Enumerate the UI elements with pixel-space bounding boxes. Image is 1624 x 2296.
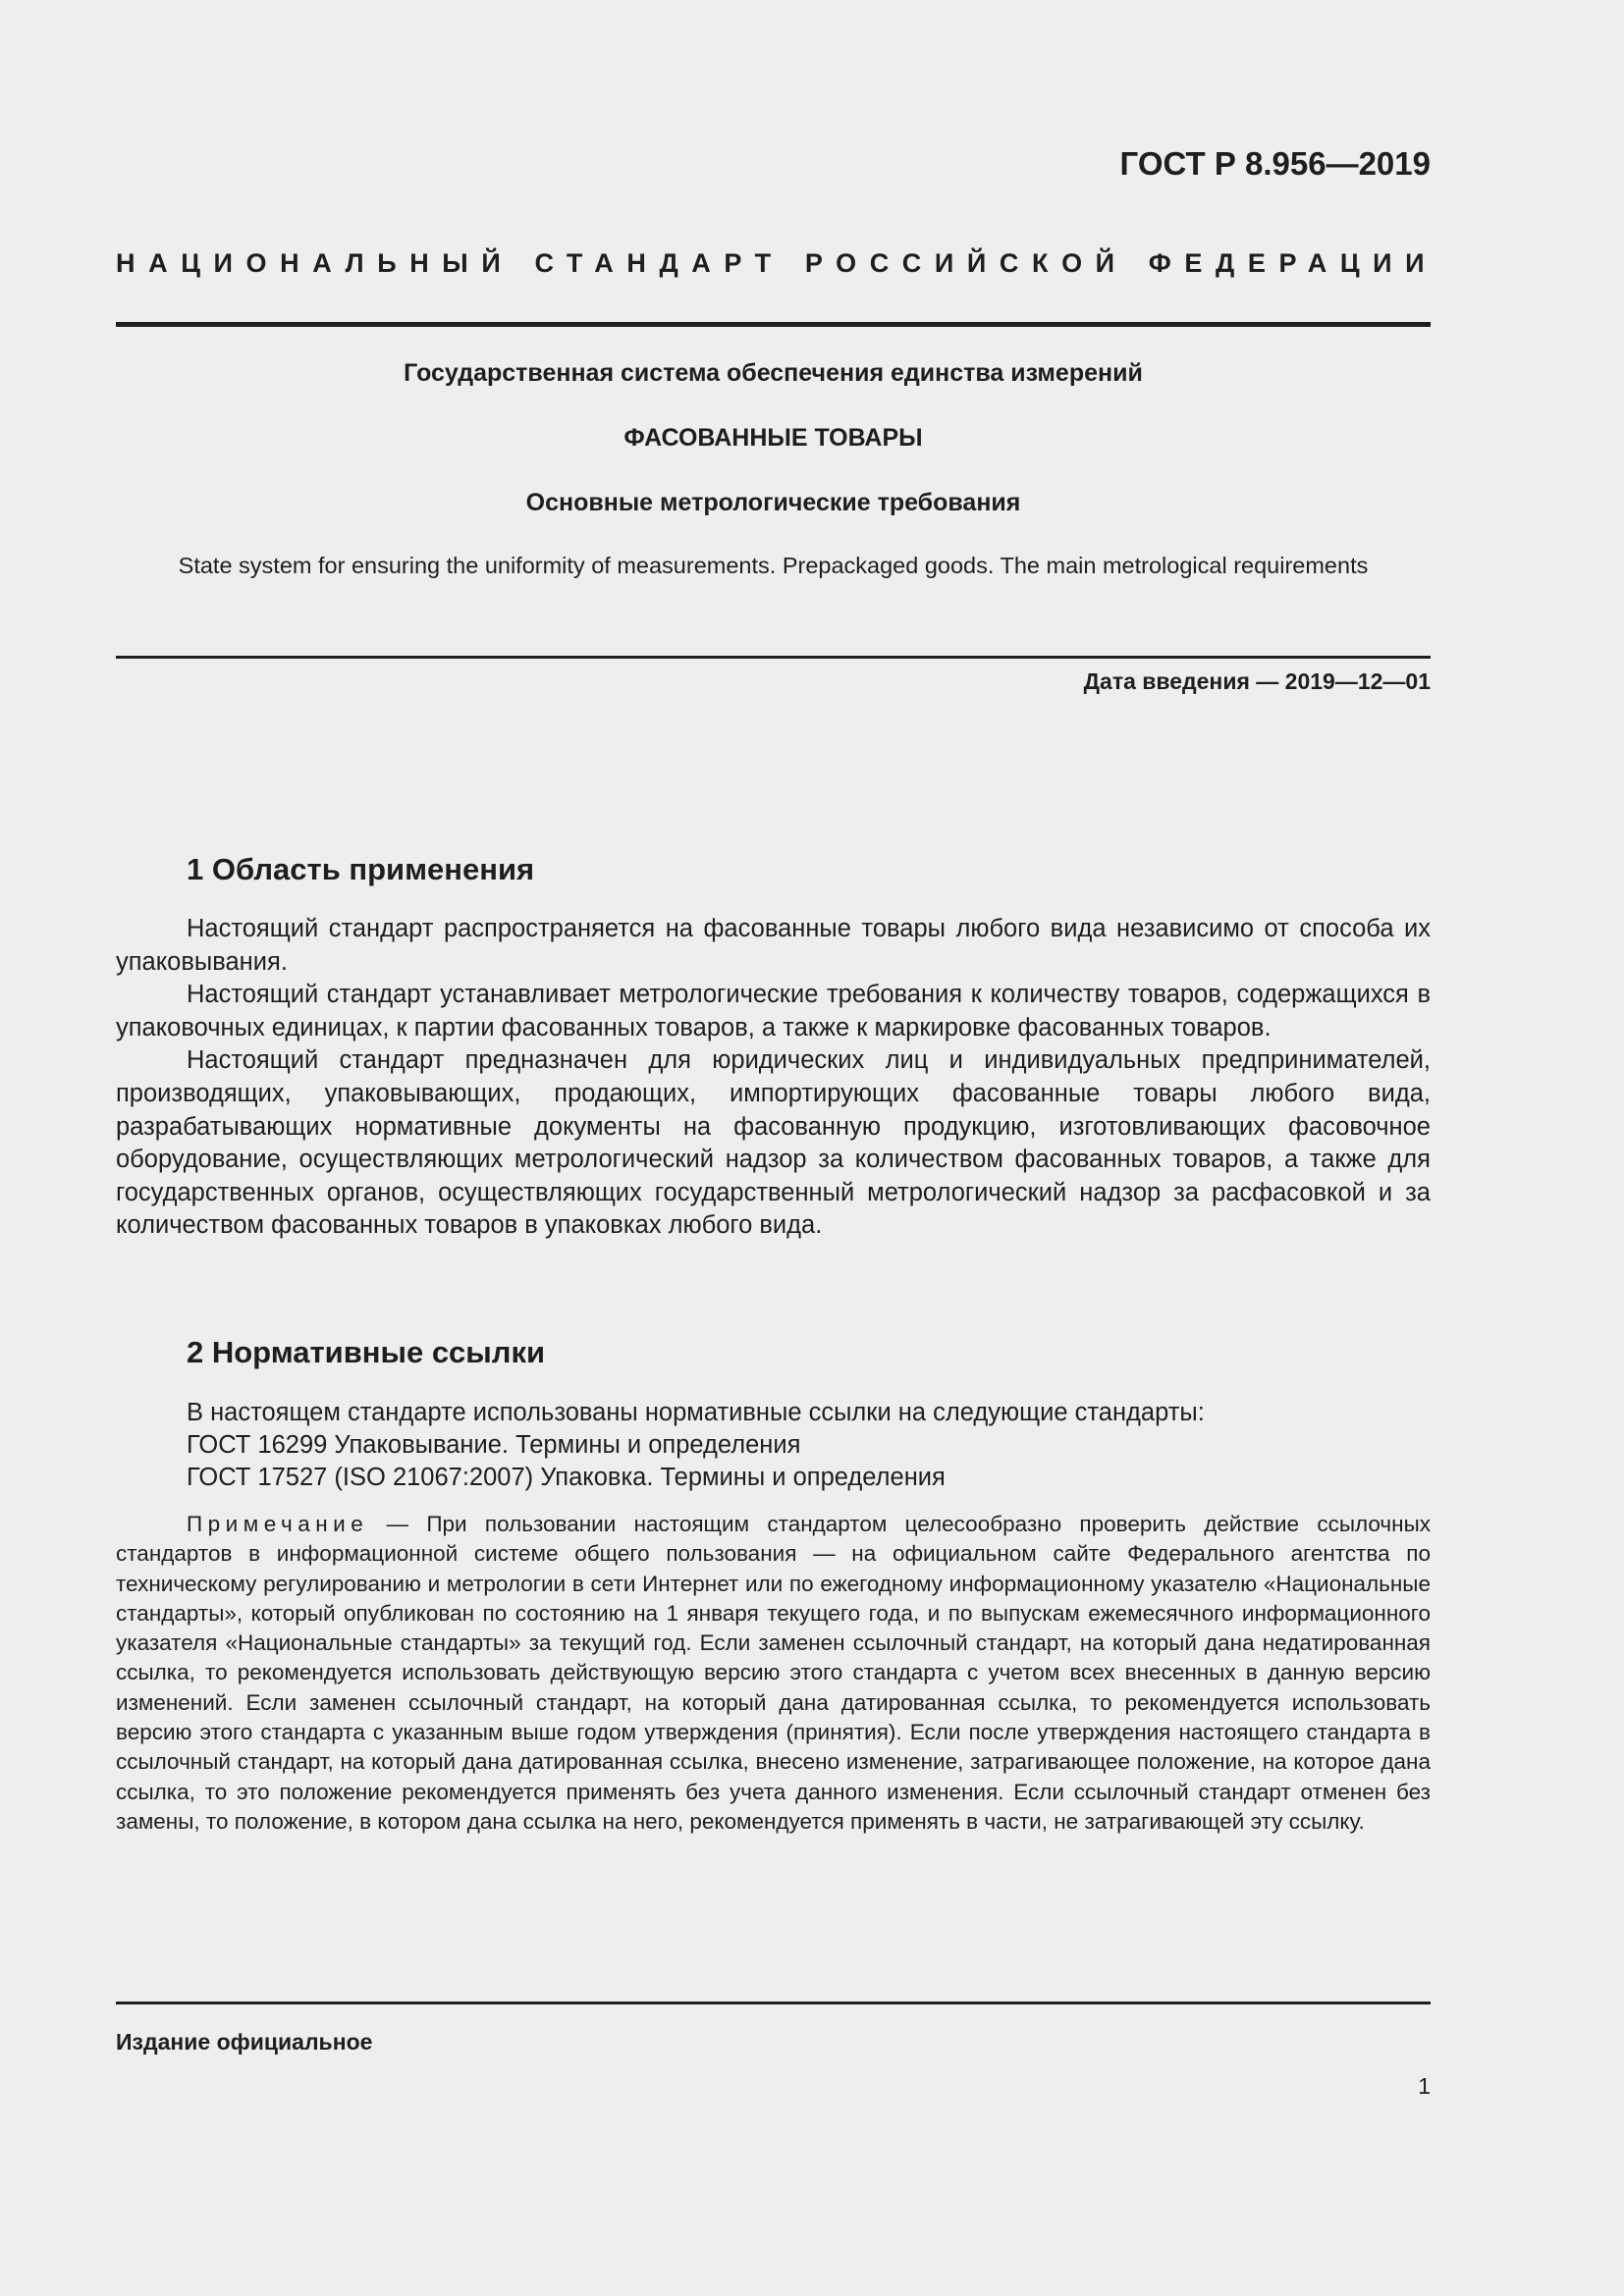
english-title: State system for ensuring the uniformity of measurements. Prepackaged goods. The main metrological requirements — [178, 553, 1369, 578]
reference-item: ГОСТ 17527 (ISO 21067:2007) Упаковка. Термины и определения — [187, 1464, 946, 1491]
document-code: ГОСТ Р 8.956—2019 — [1119, 145, 1431, 182]
paragraph: Настоящий стандарт предназначен для юридических лиц и индивидуальных предпринимателей, производящих, упаковывающих, продающих, импортирующих фасованные товары любого вида, разрабатывающих нормативные документы на фасованную продукцию, изготовливающих фасовочное оборудование, осуществляющих метрологический надзор за количеством фасованных товаров, а также для государственных органов, осуществляющих государственный метрологический надзор за расфасовкой и за количеством фасованных товаров в упаковках любого вида. — [116, 1046, 1431, 1240]
section-1-body — [116, 913, 1431, 1243]
official-edition-label: Издание официальное — [116, 2029, 373, 2055]
paragraph: Настоящий стандарт распространяется на фасованные товары любого вида независимо от способа их упаковывания. — [116, 915, 1431, 976]
page-number: 1 — [1418, 2073, 1431, 2099]
note-text: — При пользовании настоящим стандартом целесообразно проверить действие ссылочных стандартов в информационной системе общего пользования — на официальном сайте Федерального агентства по техническому регулированию и метрологии в сети Интернет или по ежегодному информационному указателю «Национальные стандарты», который опубликован по состоянию на 1 января текущего года, и по выпускам ежемесячного информационного указателя «Национальные стандарты» за текущий год. Если заменен ссылочный стандарт, на который дана недатированная ссылка, то рекомендуется использовать действующую версию этого стандарта с учетом всех внесенных в данную версию изменений. Если заменен ссылочный стандарт, на который дана датированная ссылка, то рекомендуется использовать версию этого стандарта с указанным выше годом утверждения (принятия). Если после утверждения настоящего стандарта в ссылочный стандарт, на который дана датированная ссылка, внесено изменение, затрагивающее положение, на которое дана ссылка, то это положение рекомендуется применять без учета данного изменения. Если ссылочный стандарт отменен без замены, то положение, в котором дана ссылка на него, рекомендуется применять в части, не затрагивающей эту ссылку. — [116, 1512, 1431, 1834]
document-subtitle: Основные метрологические требования — [525, 489, 1021, 516]
introduction-date: Дата введения — 2019—12—01 — [1083, 668, 1431, 694]
header-divider — [116, 322, 1431, 327]
system-title: Государственная система обеспечения единства измерений — [404, 359, 1143, 387]
references-list — [187, 1397, 1205, 1494]
references-intro: В настоящем стандарте использованы нормативные ссылки на следующие стандарты: — [187, 1399, 1205, 1426]
national-standard-banner: НАЦИОНАЛЬНЫЙ СТАНДАРТ РОССИЙСКОЙ ФЕДЕРАЦИИ — [116, 248, 1438, 278]
section-2-heading: 2 Нормативные ссылки — [187, 1335, 546, 1369]
document-page — [116, 0, 1438, 2296]
note-block — [116, 1510, 1431, 1837]
title-divider — [116, 656, 1431, 659]
footer-divider — [116, 2002, 1431, 2004]
reference-item: ГОСТ 16299 Упаковывание. Термины и определения — [187, 1431, 801, 1459]
document-title: ФАСОВАННЫЕ ТОВАРЫ — [623, 424, 923, 452]
paragraph: Настоящий стандарт устанавливает метрологические требования к количеству товаров, содержащихся в упаковочных единицах, к партии фасованных товаров, а также к маркировке фасованных товаров. — [116, 981, 1431, 1041]
section-1-heading: 1 Область применения — [187, 852, 535, 886]
note-label: Примечание — [187, 1512, 369, 1536]
